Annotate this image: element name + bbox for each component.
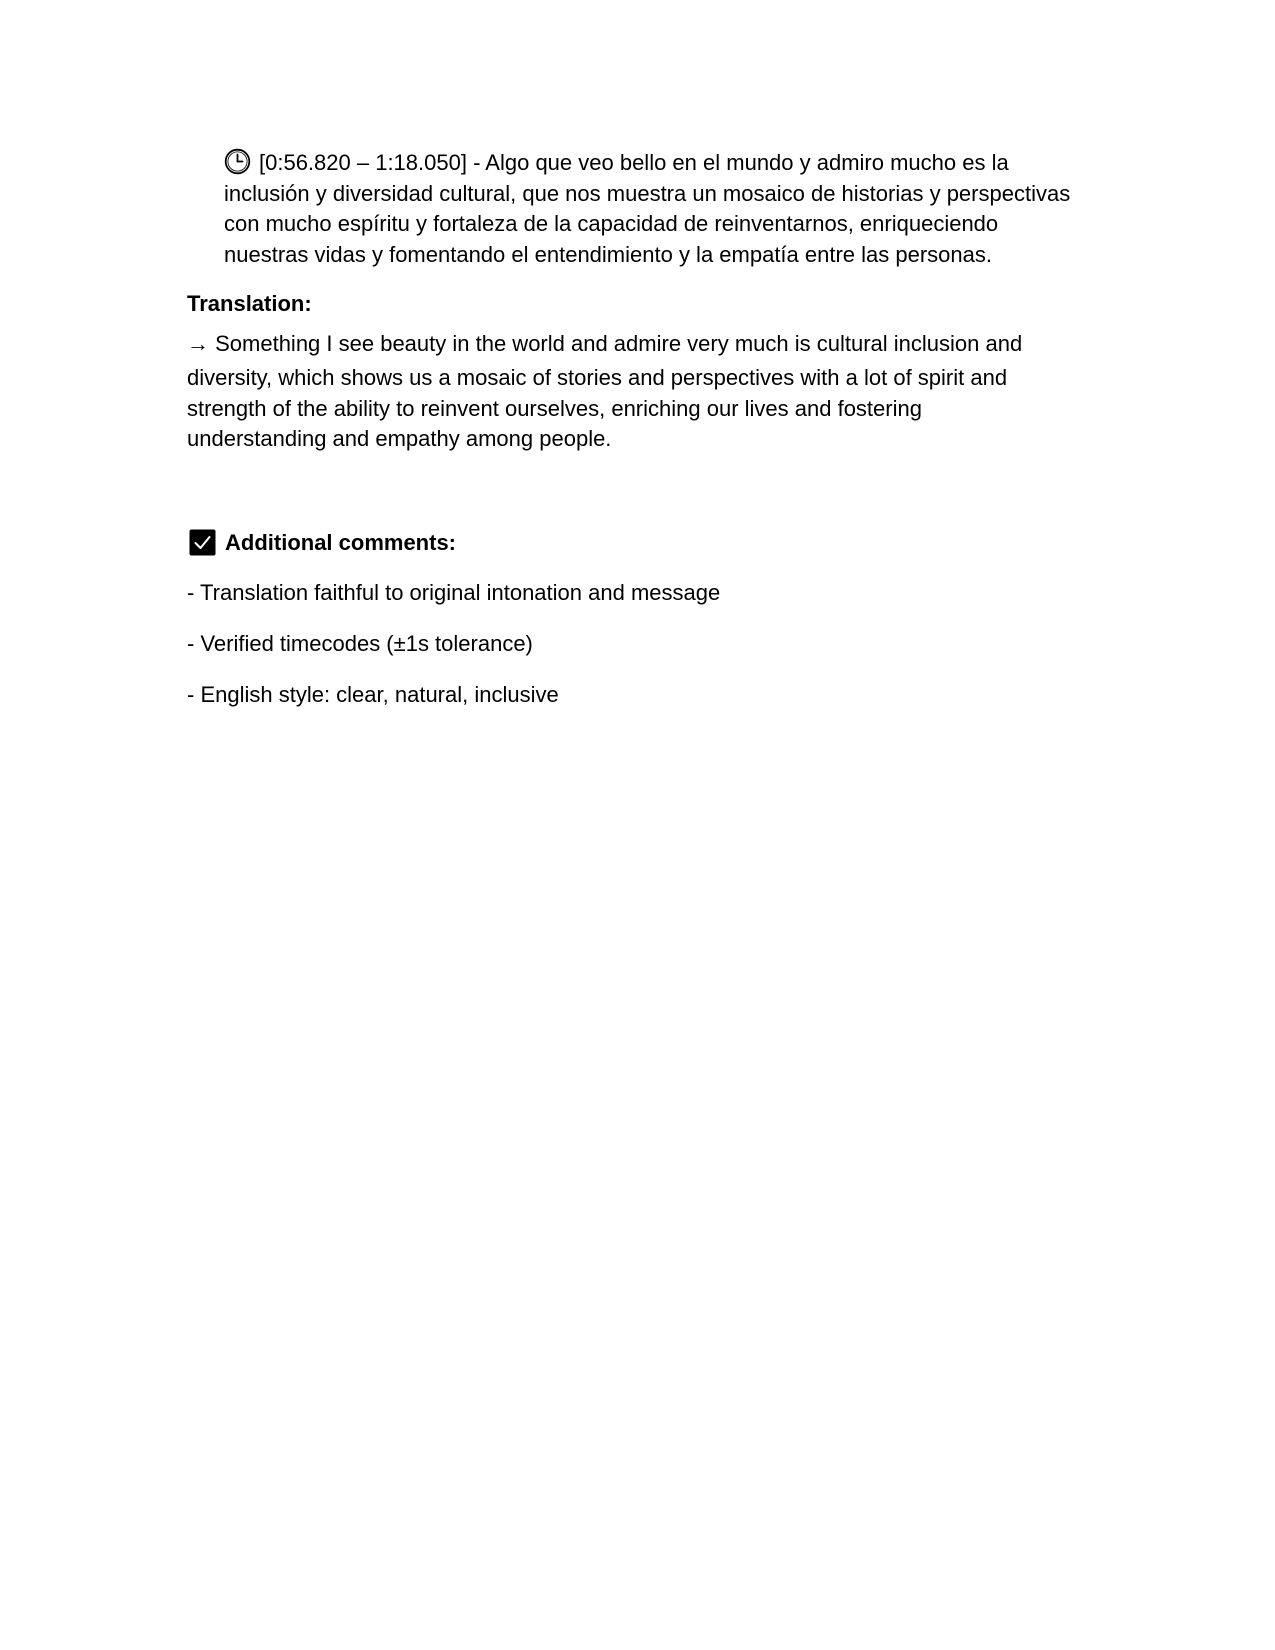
transcript-segment <box>224 148 1074 270</box>
translation-heading: Translation: <box>187 291 312 316</box>
translation-rest: diversity, which shows us a mosaic of stories and perspectives with a lot of spirit and strength of the ability to reinvent ourselves, enriching our lives and fostering understanding and empathy among people. <box>187 365 1008 451</box>
comments-heading <box>187 528 1087 558</box>
segment-text: [0:56.820 – 1:18.050] - Algo que veo bello en el mundo y admiro mucho es la inclusión y diversidad cultural, que nos muestra un mosaico de historias y perspectivas con mucho espíritu y fortaleza de la capacidad de reinventarnos, enriqueciendo nuestras vidas y fomentando el entendimiento y la empatía entre las personas. <box>224 150 1071 267</box>
document-content <box>187 148 1087 710</box>
clock-icon <box>224 148 251 175</box>
translation-first-line: → Something I see beauty in the world and admire very much is cultural inclusion and <box>187 331 1023 356</box>
comment-item: - Verified timecodes (±1s tolerance) <box>187 630 533 656</box>
comments-heading-text: Additional comments: <box>225 529 457 555</box>
check-box-icon <box>189 529 216 556</box>
comment-item: - Translation faithful to original intonation and message <box>187 579 721 605</box>
comment-item: - English style: clear, natural, inclusive <box>187 681 559 707</box>
translation-text <box>187 325 1067 455</box>
